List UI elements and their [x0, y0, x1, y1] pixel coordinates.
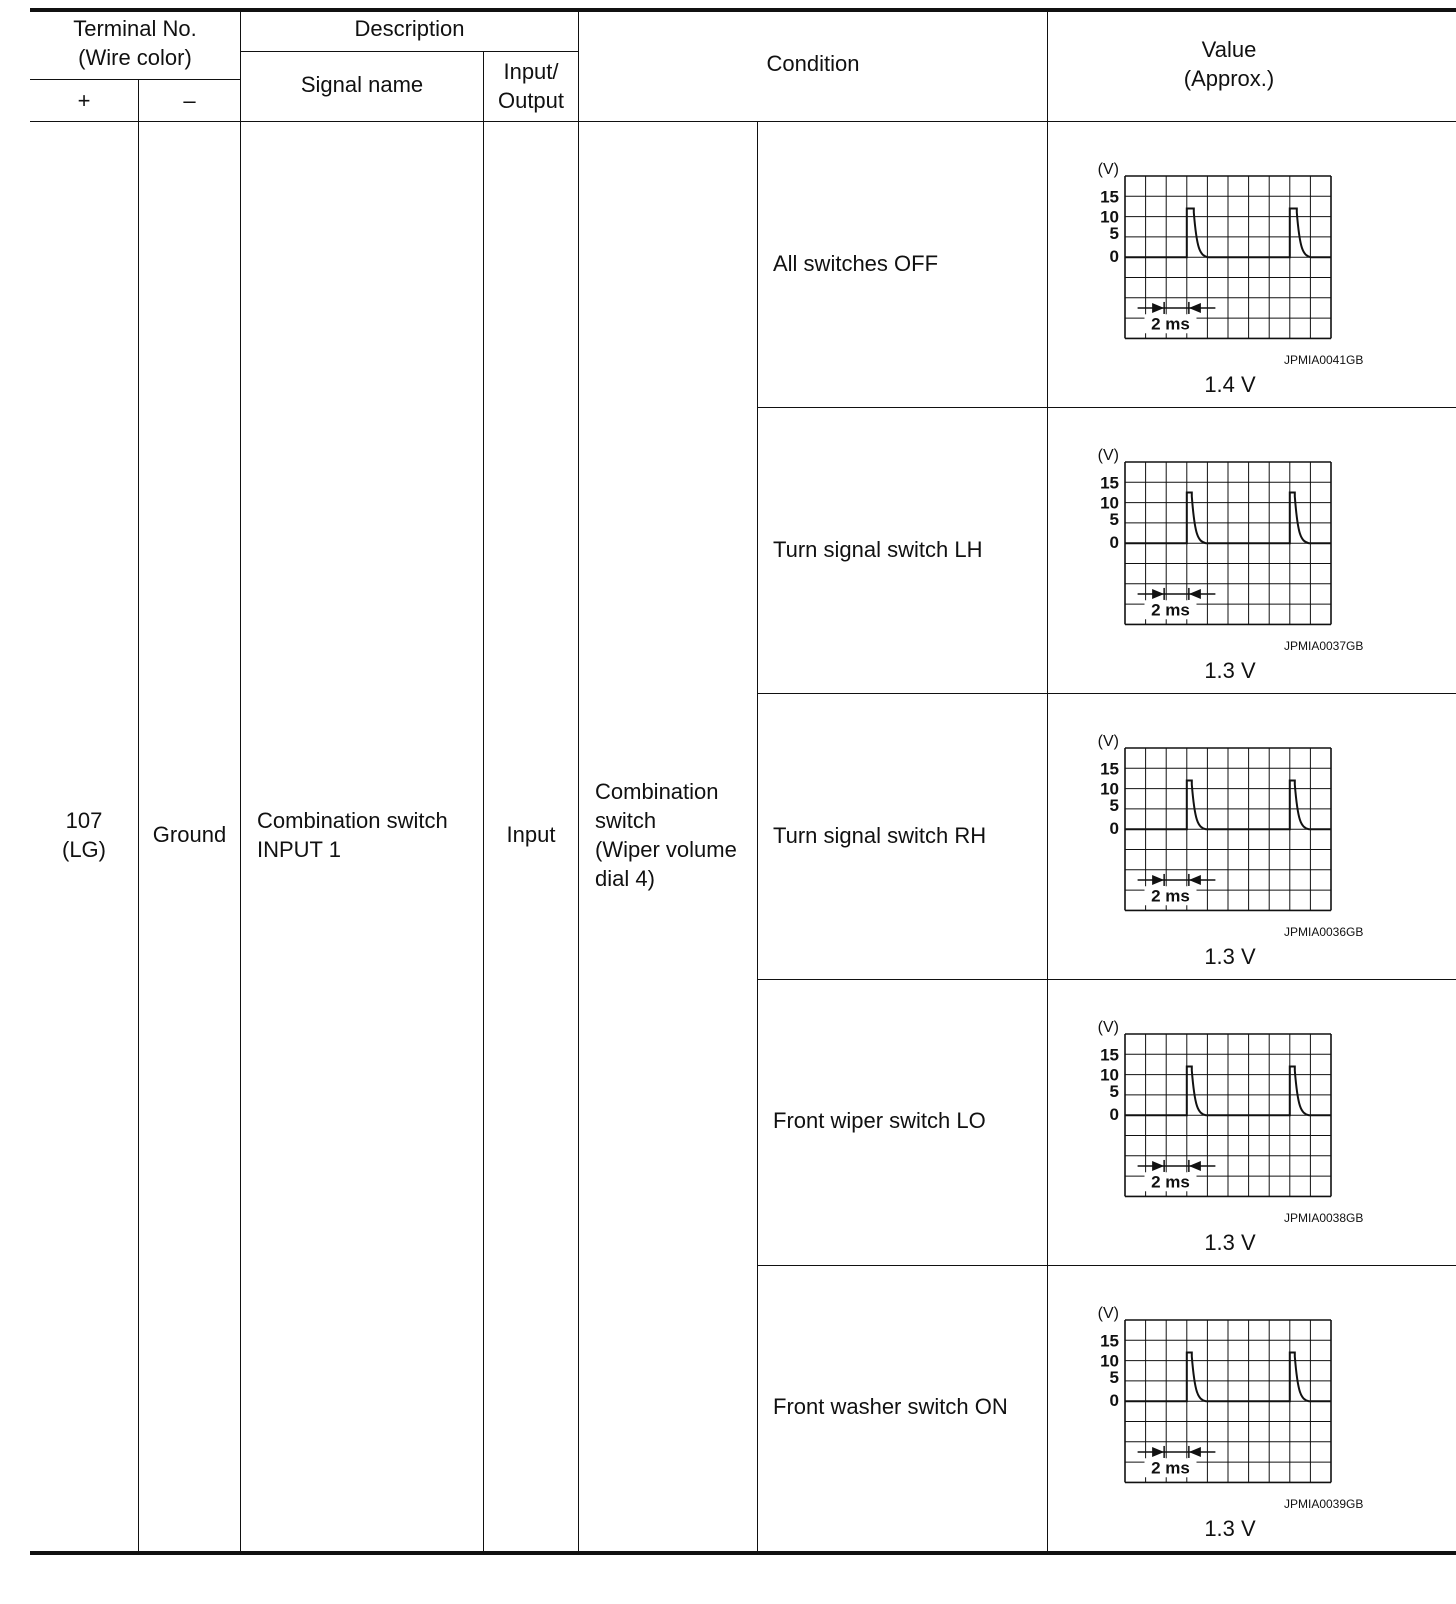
header-minus: – [183, 88, 196, 113]
oscilloscope-figure [1080, 1304, 1420, 1489]
time-marker-arrow [1189, 1161, 1201, 1171]
time-marker-arrow [1189, 303, 1201, 313]
table-bottom-rule [30, 1551, 1456, 1555]
y-tick-label: 10 [1100, 493, 1119, 513]
scope-svg [1080, 1304, 1340, 1489]
table-top-rule [30, 8, 1456, 12]
figure-id: JPMIA0037GB [1284, 639, 1364, 653]
time-scale-label: 2 ms [1151, 886, 1190, 906]
y-tick-label: 10 [1100, 1065, 1119, 1085]
signal-name-value: Combination switch INPUT 1 [257, 808, 448, 862]
y-tick-label: 5 [1109, 223, 1119, 243]
scope-svg [1080, 446, 1340, 631]
y-tick-label: 0 [1109, 819, 1119, 839]
approx-value: 1.3 V [1204, 1516, 1256, 1541]
subrow-separator [757, 407, 1456, 408]
col-divider-terminal [240, 12, 241, 1551]
y-tick-label: 10 [1100, 779, 1119, 799]
y-tick-label: (V) [1097, 733, 1119, 750]
time-marker-arrow [1152, 875, 1164, 885]
y-tick-label: 15 [1100, 187, 1119, 207]
subrow-separator [757, 979, 1456, 980]
approx-value: 1.3 V [1204, 944, 1256, 969]
condition-turn-lh: Turn signal switch LH [773, 537, 983, 562]
approx-value: 1.3 V [1204, 658, 1256, 683]
header-plus: + [77, 88, 91, 113]
figure-id: JPMIA0038GB [1284, 1211, 1364, 1225]
y-tick-label: 10 [1100, 1351, 1119, 1371]
y-tick-label: 5 [1109, 1367, 1119, 1387]
col-divider-value [1047, 12, 1048, 1551]
approx-value: 1.3 V [1204, 1230, 1256, 1255]
oscilloscope-figure [1080, 160, 1420, 345]
y-tick-label: 0 [1109, 533, 1119, 553]
figure-id: JPMIA0036GB [1284, 925, 1364, 939]
y-tick-label: 5 [1109, 1081, 1119, 1101]
io-value: Input [506, 822, 556, 847]
subrow-separator [757, 1265, 1456, 1266]
header-description: Description [354, 16, 465, 41]
header-signal-name: Signal name [300, 72, 424, 97]
condition-wiper-lo: Front wiper switch LO [773, 1108, 986, 1133]
y-tick-label: 0 [1109, 1391, 1119, 1411]
scope-svg [1080, 160, 1340, 345]
y-tick-label: 15 [1100, 759, 1119, 779]
header-input-output: Input/ Output [497, 59, 565, 113]
terminal-minus-value: Ground [152, 822, 227, 847]
col-divider-plus-minus [138, 79, 139, 1551]
y-tick-label: 15 [1100, 473, 1119, 493]
y-tick-label: (V) [1097, 1305, 1119, 1322]
header-bottom-rule [30, 121, 1456, 122]
y-tick-label: (V) [1097, 161, 1119, 178]
figure-id: JPMIA0039GB [1284, 1497, 1364, 1511]
y-tick-label: 15 [1100, 1331, 1119, 1351]
time-scale-label: 2 ms [1151, 1172, 1190, 1192]
y-tick-label: 5 [1109, 795, 1119, 815]
header-value: Value (Approx.) [1183, 37, 1275, 91]
time-marker-arrow [1189, 589, 1201, 599]
time-scale-label: 2 ms [1151, 1458, 1190, 1478]
oscilloscope-figure [1080, 732, 1420, 917]
scope-svg [1080, 732, 1340, 917]
y-tick-label: (V) [1097, 1019, 1119, 1036]
condition-main: Combination switch (Wiper volume dial 4) [595, 779, 737, 891]
header-terminal-no: Terminal No. (Wire color) [73, 16, 197, 70]
time-marker-arrow [1152, 303, 1164, 313]
scope-svg [1080, 1018, 1340, 1203]
time-marker-arrow [1189, 875, 1201, 885]
approx-value: 1.4 V [1204, 372, 1256, 397]
description-subheader-rule [241, 51, 579, 52]
time-marker-arrow [1152, 1447, 1164, 1457]
time-scale-label: 2 ms [1151, 600, 1190, 620]
y-tick-label: 10 [1100, 207, 1119, 227]
y-tick-label: 5 [1109, 509, 1119, 529]
condition-washer-on: Front washer switch ON [773, 1394, 1008, 1419]
terminal-subheader-rule [30, 79, 241, 80]
time-marker-arrow [1152, 589, 1164, 599]
y-tick-label: 0 [1109, 247, 1119, 267]
figure-id: JPMIA0041GB [1284, 353, 1364, 367]
condition-all-off: All switches OFF [773, 251, 939, 276]
time-marker-arrow [1152, 1161, 1164, 1171]
header-condition: Condition [766, 51, 860, 76]
oscilloscope-figure [1080, 1018, 1420, 1203]
y-tick-label: 15 [1100, 1045, 1119, 1065]
oscilloscope-figure [1080, 446, 1420, 631]
y-tick-label: 0 [1109, 1105, 1119, 1125]
time-marker-arrow [1189, 1447, 1201, 1457]
terminal-plus-value: 107 (LG) [62, 808, 106, 862]
y-tick-label: (V) [1097, 447, 1119, 464]
col-divider-io [578, 12, 579, 1551]
condition-turn-rh: Turn signal switch RH [773, 823, 987, 848]
time-scale-label: 2 ms [1151, 314, 1190, 334]
col-divider-condition [757, 121, 758, 1551]
subrow-separator [757, 693, 1456, 694]
col-divider-signal [483, 51, 484, 1551]
